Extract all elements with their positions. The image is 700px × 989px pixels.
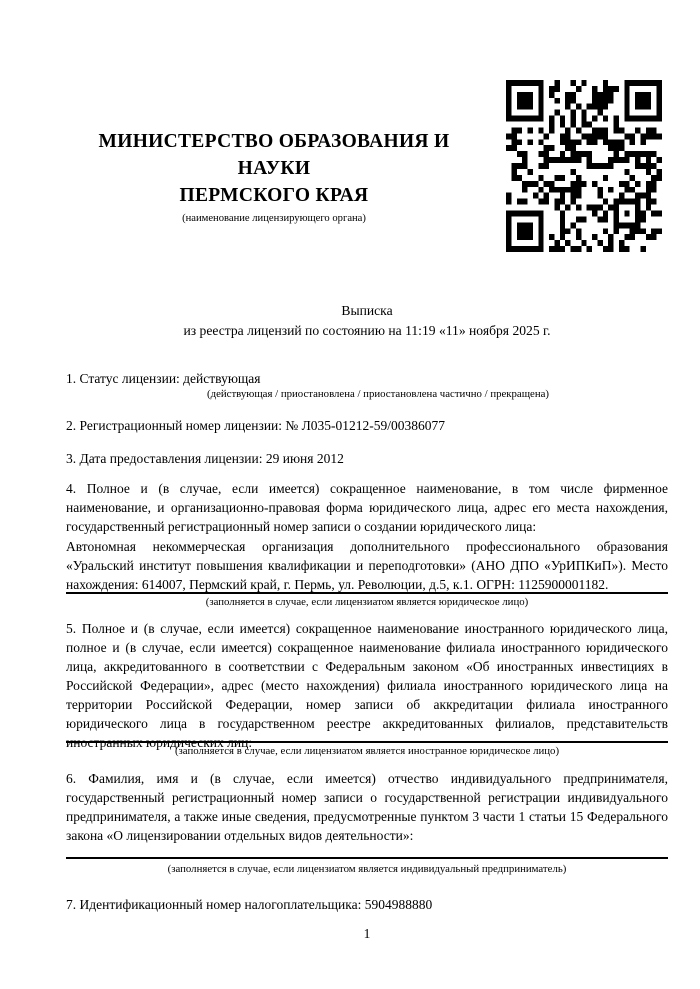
item-2-registration-number: 2. Регистрационный номер лицензии: № Л035-01212-59/00386077 [66, 418, 446, 433]
fill-in-line-item6 [66, 857, 668, 859]
item-4-legal-entity-value: Автономная некоммерческая организация дополнительного профессионального образования «Уральский институт повышения квалификации и переподготовки» (АНО ДПО «УрИПКиП»). Место нахождения: 614007, Пермский край, г. Пермь, ул. Революции, д.5, к.1. ОГРН: 1125900001182. [66, 539, 668, 592]
ministry-name-line2: ПЕРМСКОГО КРАЯ [179, 185, 369, 206]
item-4-caption: (заполняется в случае, если лицензиатом является юридическое лицо) [205, 596, 529, 608]
fill-in-line-item4 [66, 592, 668, 594]
title-line1: Выписка [341, 303, 393, 318]
ministry-caption: (наименование лицензирующего органа) [182, 213, 366, 224]
fill-in-line-item5 [66, 741, 668, 743]
item-7-taxpayer-number: 7. Идентификационный номер налогоплательщика: 5904988880 [66, 897, 433, 912]
item-5-caption: (заполняется в случае, если лицензиатом является иностранное юридическое лицо) [174, 745, 560, 757]
licensing-authority-header [66, 128, 482, 224]
item-6-entrepreneur-label: 6. Фамилия, имя и (в случае, если имеется) отчество индивидуального предпринимателя, государственный регистрационный номер записи о государственной регистрации индивидуального предпринимателя, а также иные сведения, предусмотренные пунктом 3 части 1 статьи 15 Федерального закона «О лицензировании отдельных видов деятельности»: [66, 771, 668, 843]
item-1-license-status: 1. Статус лицензии: действующая [66, 371, 261, 386]
ministry-name-line1: МИНИСТЕРСТВО ОБРАЗОВАНИЯ И НАУКИ [98, 131, 450, 179]
item-1-caption: (действующая / приостановлена / приостановлена частично / прекращена) [207, 388, 549, 400]
item-3-grant-date: 3. Дата предоставления лицензии: 29 июня 2012 [66, 451, 344, 466]
item-6-caption: (заполняется в случае, если лицензиатом является индивидуальный предприниматель) [167, 863, 567, 875]
page-number: 1 [363, 926, 371, 941]
item-5-foreign-entity-label: 5. Полное и (в случае, если имеется) сокращенное наименование иностранного юридического лица, полное и (в случае, если имеется) сокращенное наименование филиала иностранного юридического лица, аккредитованного в соответствии с Федеральным законом «Об иностранных инвестициях в Российской Федерации», адрес (место нахождения) филиала иностранного юридического лица на территории Российской Федерации, номер записи об аккредитации филиала иностранного юридического лица в государственном реестре аккредитованных филиалов, представительств иностранных юридических лиц: [66, 621, 668, 750]
item-4-legal-entity-label: 4. Полное и (в случае, если имеется) сокращенное наименование, в том числе фирменное наименование, и организационно-правовая форма юридического лица, адрес его места нахождения, государственный регистрационный номер записи о создании юридического лица: [66, 481, 668, 534]
qr-code [506, 80, 662, 252]
document-title [66, 301, 668, 340]
title-line2: из реестра лицензий по состоянию на 11:19 «11» ноября 2025 г. [183, 322, 551, 338]
qr-code-canvas [506, 80, 662, 252]
